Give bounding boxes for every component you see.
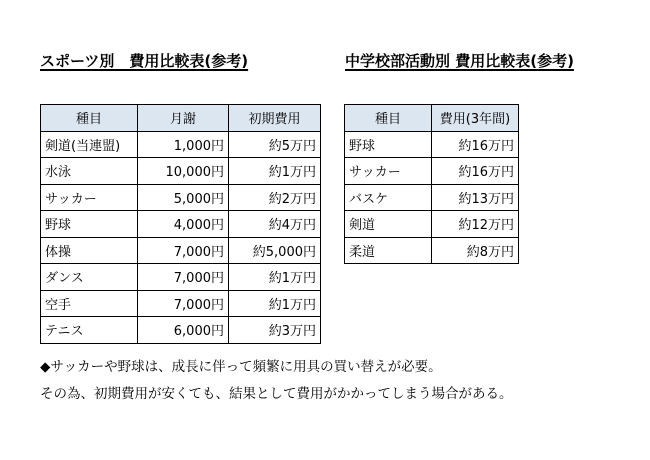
sport-name: サッカー xyxy=(345,158,432,185)
monthly-fee: 4,000円 xyxy=(138,211,229,238)
table-row xyxy=(345,237,519,264)
club-activity-cost-table-title: 中学校部活動別 費用比較表(参考) xyxy=(345,52,574,70)
initial-cost: 約3万円 xyxy=(229,317,321,344)
table-header-row xyxy=(41,105,321,132)
sport-name: 柔道 xyxy=(345,237,432,264)
header-sport: 種目 xyxy=(345,105,432,132)
table-row xyxy=(41,184,321,211)
initial-cost: 約1万円 xyxy=(229,290,321,317)
table-row xyxy=(41,290,321,317)
table-row xyxy=(345,184,519,211)
table-row xyxy=(345,211,519,238)
three-year-cost: 約16万円 xyxy=(432,131,519,158)
sport-name: 体操 xyxy=(41,237,138,264)
monthly-fee: 7,000円 xyxy=(138,237,229,264)
initial-cost: 約4万円 xyxy=(229,211,321,238)
table-row xyxy=(41,211,321,238)
three-year-cost: 約13万円 xyxy=(432,184,519,211)
table-row xyxy=(41,264,321,291)
sport-name: 空手 xyxy=(41,290,138,317)
sport-name: 剣道(当連盟) xyxy=(41,131,138,158)
header-three-year-cost: 費用(3年間) xyxy=(432,105,519,132)
initial-cost: 約1万円 xyxy=(229,158,321,185)
monthly-fee: 7,000円 xyxy=(138,290,229,317)
sports-cost-table xyxy=(40,104,321,344)
header-initial-cost: 初期費用 xyxy=(229,105,321,132)
monthly-fee: 5,000円 xyxy=(138,184,229,211)
sport-name: ダンス xyxy=(41,264,138,291)
table-row xyxy=(41,237,321,264)
table-row xyxy=(41,158,321,185)
initial-cost: 約1万円 xyxy=(229,264,321,291)
three-year-cost: 約8万円 xyxy=(432,237,519,264)
sport-name: バスケ xyxy=(345,184,432,211)
sport-name: 野球 xyxy=(345,131,432,158)
club-activity-cost-table xyxy=(344,104,519,264)
header-monthly-fee: 月謝 xyxy=(138,105,229,132)
three-year-cost: 約16万円 xyxy=(432,158,519,185)
table-row xyxy=(345,158,519,185)
sports-cost-table-title: スポーツ別 費用比較表(参考) xyxy=(40,52,249,70)
initial-cost: 約2万円 xyxy=(229,184,321,211)
note-total-cost: その為、初期費用が安くても、結果として費用がかかってしまう場合がある。 xyxy=(40,386,513,402)
table-row xyxy=(41,131,321,158)
monthly-fee: 7,000円 xyxy=(138,264,229,291)
monthly-fee: 1,000円 xyxy=(138,131,229,158)
sport-name: テニス xyxy=(41,317,138,344)
initial-cost: 約5万円 xyxy=(229,131,321,158)
sport-name: 水泳 xyxy=(41,158,138,185)
monthly-fee: 6,000円 xyxy=(138,317,229,344)
sport-name: サッカー xyxy=(41,184,138,211)
three-year-cost: 約12万円 xyxy=(432,211,519,238)
table-header-row xyxy=(345,105,519,132)
sport-name: 野球 xyxy=(41,211,138,238)
initial-cost: 約5,000円 xyxy=(229,237,321,264)
note-equipment-replacement: ◆サッカーや野球は、成長に伴って頻繁に用具の買い替えが必要。 xyxy=(40,359,442,375)
sport-name: 剣道 xyxy=(345,211,432,238)
table-row xyxy=(345,131,519,158)
monthly-fee: 10,000円 xyxy=(138,158,229,185)
table-row xyxy=(41,317,321,344)
header-sport: 種目 xyxy=(41,105,138,132)
